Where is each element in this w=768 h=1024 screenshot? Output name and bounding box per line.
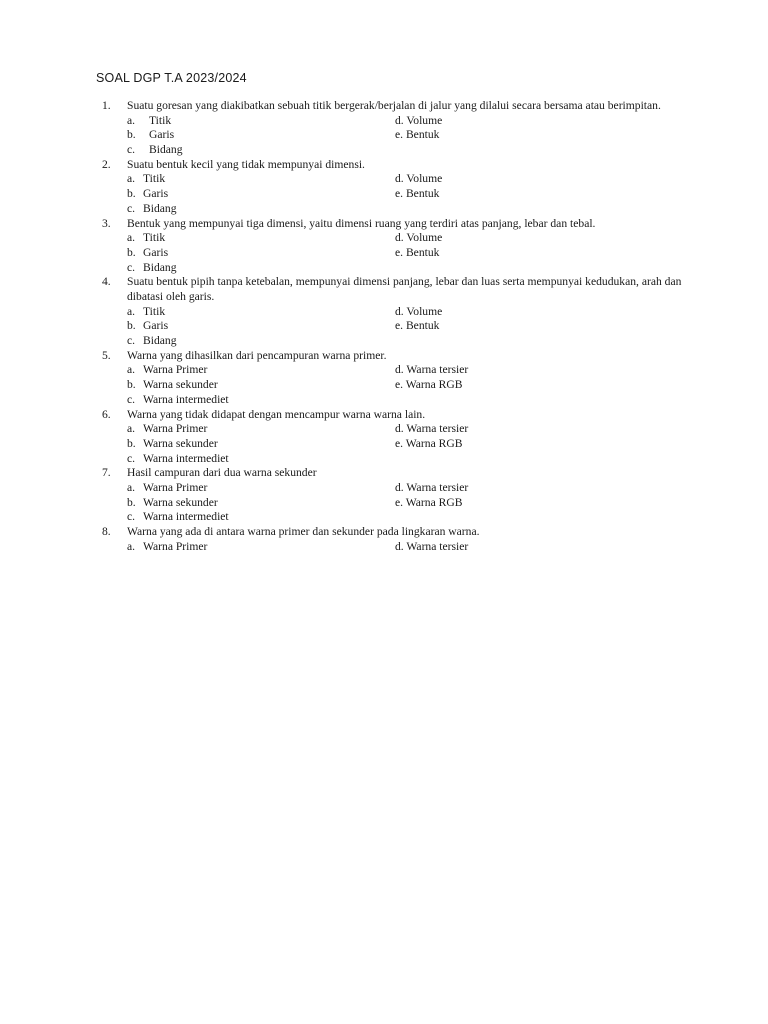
- option-e: e. Warna RGB: [395, 495, 463, 509]
- option-d: d. Warna tersier: [395, 363, 469, 377]
- option-d: d. Volume: [395, 172, 443, 186]
- option-d: d. Warna tersier: [395, 422, 469, 436]
- option-d: d. Volume: [395, 304, 443, 318]
- question-number: 6.: [102, 407, 111, 421]
- option-c: c. Warna intermediet: [127, 451, 229, 465]
- question-list: [96, 99, 696, 554]
- document-title: SOAL DGP T.A 2023/2024: [96, 71, 247, 85]
- option-c: c. Bidang: [127, 260, 177, 274]
- option-d: d. Warna tersier: [395, 539, 469, 553]
- option-b: b. Warna sekunder: [127, 378, 218, 392]
- option-a: a. Warna Primer: [127, 539, 208, 553]
- question-text: Suatu bentuk pipih tanpa ketebalan, mempunyai dimensi panjang, lebar dan luas serta mempunyai kedudukan, arah dan dibatasi oleh garis.: [127, 275, 682, 303]
- answer-options: [127, 363, 696, 407]
- option-d: d. Volume: [395, 113, 443, 127]
- option-b: b. Warna sekunder: [127, 495, 218, 509]
- question-item: [96, 408, 696, 467]
- option-c: c. Bidang: [127, 143, 183, 157]
- option-b: b. Garis: [127, 128, 175, 142]
- option-c: c. Warna intermediet: [127, 392, 229, 406]
- question-number: 3.: [102, 216, 111, 230]
- option-c: c. Bidang: [127, 334, 177, 348]
- question-number: 8.: [102, 525, 111, 539]
- option-a: a. Warna Primer: [127, 481, 208, 494]
- question-number: 2.: [102, 157, 111, 171]
- option-a: a. Titik: [127, 304, 166, 318]
- question-item: [96, 99, 696, 158]
- option-b: b. Garis: [127, 245, 169, 259]
- question-item: [96, 349, 696, 408]
- answer-options: [127, 114, 696, 158]
- answer-options: [127, 172, 696, 216]
- question-text: Warna yang dihasilkan dari pencampuran warna primer.: [127, 348, 387, 362]
- option-e: e. Bentuk: [395, 319, 440, 333]
- option-a: a. Titik: [127, 113, 172, 127]
- option-c: c. Warna intermediet: [127, 510, 229, 524]
- option-b: b. Garis: [127, 187, 169, 201]
- question-text: Suatu bentuk kecil yang tidak mempunyai dimensi.: [127, 157, 365, 171]
- option-e: e. Bentuk: [395, 245, 440, 259]
- question-item: [96, 466, 696, 525]
- question-text: Suatu goresan yang diakibatkan sebuah titik bergerak/berjalan di jalur yang dilalui secara bersama atau berimpitan.: [127, 99, 661, 112]
- option-b: b. Warna sekunder: [127, 436, 218, 450]
- question-item: [96, 217, 696, 276]
- answer-options: [127, 305, 696, 349]
- option-a: a. Titik: [127, 172, 166, 186]
- question-item: [96, 158, 696, 217]
- answer-options: [127, 540, 696, 555]
- option-a: a. Warna Primer: [127, 422, 208, 436]
- question-number: 4.: [102, 275, 111, 289]
- option-d: d. Volume: [395, 231, 443, 245]
- question-number: 7.: [102, 466, 111, 480]
- question-number: 1.: [102, 99, 111, 112]
- answer-options: [127, 231, 696, 275]
- question-item: [96, 275, 696, 348]
- option-d: d. Warna tersier: [395, 481, 469, 494]
- question-text: Hasil campuran dari dua warna sekunder: [127, 466, 317, 480]
- question-text: Bentuk yang mempunyai tiga dimensi, yaitu dimensi ruang yang terdiri atas panjang, lebar dan tebal.: [127, 216, 596, 230]
- answer-options: [127, 481, 696, 525]
- question-number: 5.: [102, 348, 111, 362]
- option-e: e. Warna RGB: [395, 436, 463, 450]
- question-item: [96, 525, 696, 554]
- option-e: e. Bentuk: [395, 128, 440, 142]
- option-a: a. Titik: [127, 231, 166, 245]
- option-a: a. Warna Primer: [127, 363, 208, 377]
- option-c: c. Bidang: [127, 201, 177, 215]
- question-text: Warna yang tidak didapat dengan mencampur warna warna lain.: [127, 407, 426, 421]
- question-text: Warna yang ada di antara warna primer dan sekunder pada lingkaran warna.: [127, 525, 480, 539]
- option-e: e. Warna RGB: [395, 378, 463, 392]
- option-b: b. Garis: [127, 319, 169, 333]
- answer-options: [127, 422, 696, 466]
- option-e: e. Bentuk: [395, 187, 440, 201]
